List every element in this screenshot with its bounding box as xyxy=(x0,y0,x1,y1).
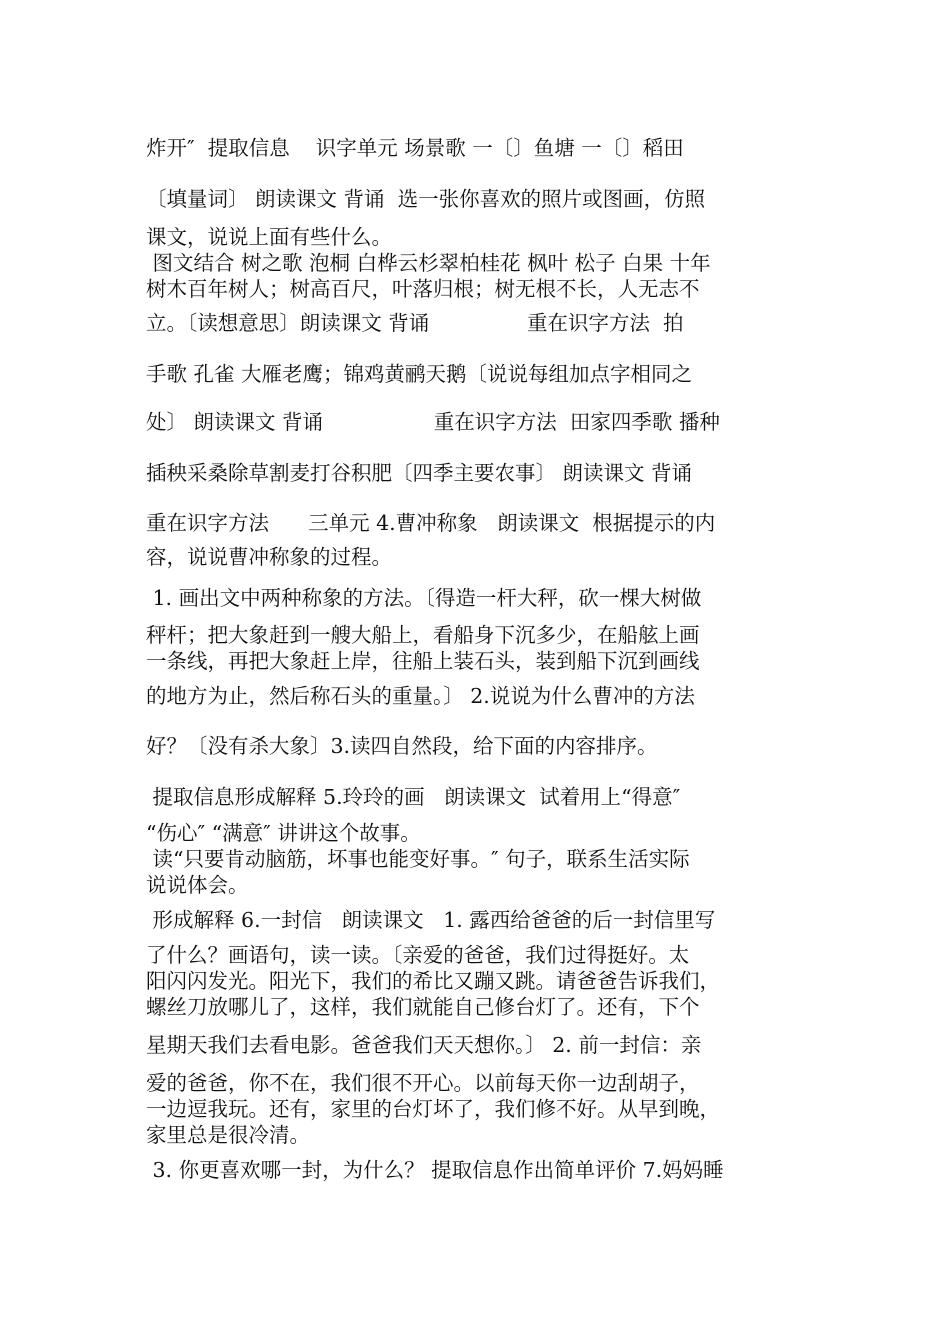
text-line: 重在识字方法 三单元 4.曹冲称象 朗读课文 根据提示的内 xyxy=(146,511,716,535)
text-line: 1. 画出文中两种称象的方法。〔得造一杆大秤，砍一棵大树做 xyxy=(146,586,702,610)
text-line: 手歌 孔雀 大雁老鹰；锦鸡黄鹂天鹅〔说说每组加点字相同之 xyxy=(146,362,693,386)
text-line: 〔填量词〕 朗读课文 背诵 选一张你喜欢的照片或图画，仿照 xyxy=(146,187,706,211)
text-line: 读“只要肯动脑筋，坏事也能变好事。″ 句子，联系生活实际 xyxy=(146,847,690,871)
text-line: 星期天我们去看电影。爸爸我们天天想你。〕 2. 前一封信：亲 xyxy=(146,1033,702,1057)
text-line: 3. 你更喜欢哪一封，为什么？ 提取信息作出简单评价 7.妈妈睡 xyxy=(146,1158,724,1182)
text-line: 图文结合 树之歌 泡桐 白桦云杉翠柏桂花 枫叶 松子 白果 十年 xyxy=(146,251,711,275)
text-line: 形成解释 6.一封信 朗读课文 1. 露西给爸爸的后一封信里写 xyxy=(146,908,716,932)
text-line: 阳闪闪发光。阳光下，我们的希比又蹦又跳。请爸爸告诉我们， xyxy=(146,969,720,993)
text-line: 课文，说说上面有些什么。 xyxy=(146,225,392,249)
text-line: 炸开″ 提取信息 识字单元 场景歌 一〔〕鱼塘 一〔〕稻田 xyxy=(146,136,684,160)
text-line: 处〕 朗读课文 背诵 重在识字方法 田家四季歌 播种 xyxy=(146,410,720,434)
text-line: 秤杆；把大象赶到一艘大船上，看船身下沉多少，在船舷上画 xyxy=(146,623,700,647)
text-line: 一条线，再把大象赶上岸，往船上装石头，装到船下沉到画线 xyxy=(146,649,700,673)
text-line: 的地方为止，然后称石头的重量。〕 2.说说为什么曹冲的方法 xyxy=(146,684,695,708)
text-line: “伤心″ “满意″ 讲讲这个故事。 xyxy=(146,821,421,845)
text-line: 一边逗我玩。还有，家里的台灯坏了，我们修不好。从早到晚， xyxy=(146,1097,720,1121)
text-line: 好？〔没有杀大象〕3.读四自然段，给下面的内容排序。 xyxy=(146,734,658,758)
text-line: 插秧采桑除草割麦打谷积肥〔四季主要农事〕 朗读课文 背诵 xyxy=(146,461,693,485)
text-line: 树木百年树人；树高百尺，叶落归根；树无根不长，人无志不 xyxy=(146,277,700,301)
text-line: 容，说说曹冲称象的过程。 xyxy=(146,545,392,569)
text-line: 螺丝刀放哪儿了，这样，我们就能自己修台灯了。还有，下个 xyxy=(146,995,700,1019)
text-line: 立。〔读想意思〕朗读课文 背诵 重在识字方法 拍 xyxy=(146,311,684,335)
text-line: 说说体会。 xyxy=(146,873,249,897)
text-line: 爱的爸爸，你不在，我们很不开心。以前每天你一边刮胡子， xyxy=(146,1071,700,1095)
text-line: 了什么？画语句，读一读。〔亲爱的爸爸，我们过得挺好。太 xyxy=(146,943,690,967)
text-line: 家里总是很冷清。 xyxy=(146,1123,310,1147)
text-line: 提取信息形成解释 5.玲玲的画 朗读课文 试着用上“得意″ xyxy=(146,785,681,809)
